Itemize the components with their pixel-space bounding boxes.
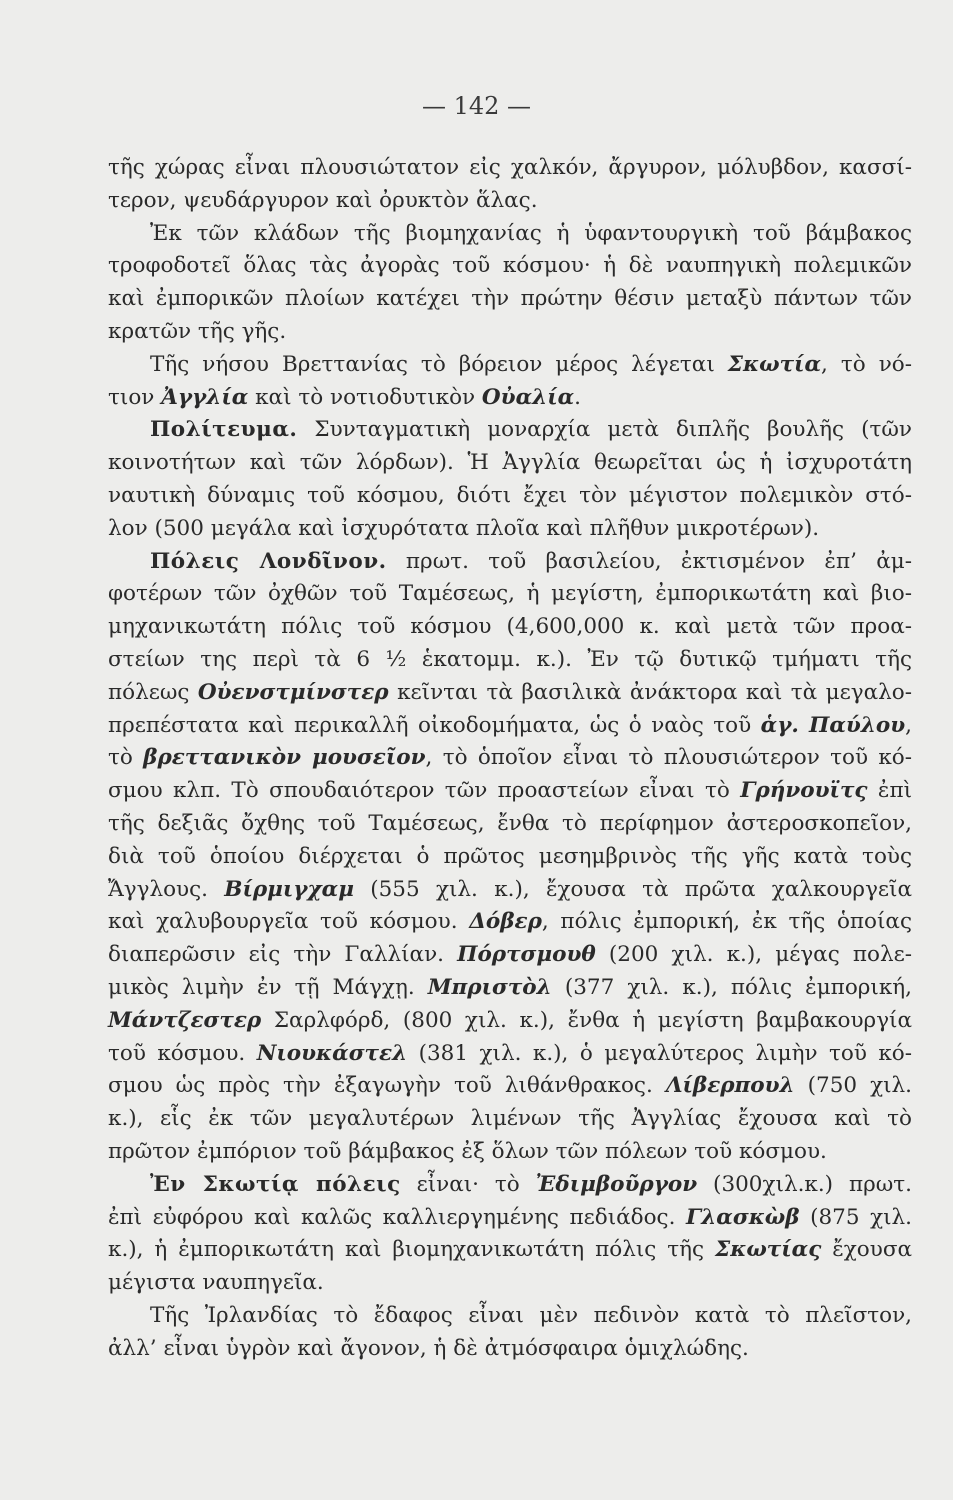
text-line <box>108 1038 912 1071</box>
text-line <box>108 546 912 579</box>
emphasized-text: Πολίτευμα. <box>150 417 298 443</box>
text-run: , πόλις ἐμπορική, ἐκ τῆς ὁποίας <box>541 909 912 935</box>
emphasized-text: Πόρτσμουθ <box>457 942 596 968</box>
text-line <box>108 1202 912 1235</box>
text-run: Ἄγγλους. <box>108 876 225 902</box>
text-run: τὸ <box>108 745 144 771</box>
text-line <box>108 1333 912 1366</box>
text-run: ἀλλ’ εἶναι ὑγρὸν καὶ ἄγονον, ἡ δὲ ἀτμόσφαιρα ὁμιχλώδης. <box>108 1335 749 1361</box>
text-line <box>108 972 912 1005</box>
text-run: τοῦ κόσμου. <box>108 1040 257 1066</box>
text-run: φοτέρων τῶν ὀχθῶν τοῦ Ταμέσεως, ἡ μεγίστη, ἐμπορικωτάτη καὶ βιο- <box>108 581 912 607</box>
text-run: (381 χιλ. κ.), ὁ μεγαλύτερος λιμὴν τοῦ κό- <box>407 1040 912 1066</box>
body-text <box>108 152 912 1365</box>
text-line <box>108 382 912 415</box>
text-run: διὰ τοῦ ὁποίου διέρχεται ὁ πρῶτος μεσημβρινὸς τῆς γῆς κατὰ τοὺς <box>108 843 912 869</box>
text-run: στείων της περὶ τὰ 6 ½ ἑκατομμ. κ.). Ἐν τῷ δυτικῷ τμήματι τῆς <box>108 646 912 672</box>
text-run: κεῖνται τὰ βασιλικὰ ἀνάκτορα καὶ τὰ μεγαλο- <box>388 679 912 705</box>
text-line <box>108 644 912 677</box>
text-run: ἐπὶ <box>867 778 912 804</box>
emphasized-text: Γρήνουϊτς <box>740 778 868 804</box>
text-line <box>108 808 912 841</box>
emphasized-text: Πόλεις Λονδῖνον. <box>150 548 387 574</box>
text-run: Τῆς Ἰρλανδίας τὸ ἔδαφος εἶναι μὲν πεδινὸν κατὰ τὸ πλεῖστον, <box>150 1302 912 1328</box>
text-run: (875 χιλ. <box>799 1204 912 1230</box>
text-line <box>108 152 912 185</box>
text-line <box>108 611 912 644</box>
text-run: Τῆς νήσου Βρεττανίας τὸ βόρειον μέρος λέγεται <box>150 351 728 377</box>
emphasized-text: Σκωτίας <box>715 1237 822 1263</box>
text-run: . <box>574 384 581 410</box>
text-line <box>108 1136 912 1169</box>
text-run: μηχανικωτάτη πόλις τοῦ κόσμου (4,600,000 κ. καὶ μετὰ τῶν προα- <box>108 614 912 640</box>
text-run: (200 χιλ. κ.), μέγας πολε- <box>595 942 912 968</box>
text-line <box>108 578 912 611</box>
text-run: κρατῶν τῆς γῆς. <box>108 318 287 344</box>
text-line <box>108 316 912 349</box>
text-run: σμου ὡς πρὸς τὴν ἐξαγωγὴν τοῦ λιθάνθρακος. <box>108 1073 666 1099</box>
emphasized-text: Σκωτία <box>727 351 821 377</box>
text-line <box>108 1070 912 1103</box>
text-line <box>108 513 912 546</box>
text-run: πρωτ. τοῦ βασιλείου, ἐκτισμένον ἐπ’ ἀμ- <box>386 548 912 574</box>
emphasized-text: Γλασκὼβ <box>685 1204 800 1230</box>
text-line <box>108 939 912 972</box>
text-run: πρῶτον ἐμπόριον τοῦ βάμβακος ἐξ ὅλων τῶν πόλεων τοῦ κόσμου. <box>108 1138 827 1164</box>
emphasized-text: βρεττανικὸν μουσεῖον <box>143 745 426 771</box>
text-run: καὶ χαλυβουργεῖα τοῦ κόσμου. <box>108 909 470 935</box>
text-line <box>108 841 912 874</box>
text-run: τῆς δεξιᾶς ὄχθης τοῦ Ταμέσεως, ἔνθα τὸ περίφημον ἀστεροσκοπεῖον, <box>108 810 912 836</box>
emphasized-text: Δόβερ <box>469 909 542 935</box>
text-line <box>108 677 912 710</box>
text-line <box>108 1005 912 1038</box>
text-run: (750 χιλ. <box>794 1073 912 1099</box>
text-run: καὶ ἐμπορικῶν πλοίων κατέχει τὴν πρώτην θέσιν μεταξὺ πάντων τῶν <box>108 286 912 312</box>
text-run: (377 χιλ. κ.), πόλις ἐμπορική, <box>551 974 912 1000</box>
text-run: , τὸ νό- <box>820 351 912 377</box>
text-line <box>108 480 912 513</box>
emphasized-text: Ἐν Σκωτίᾳ πόλεις <box>150 1171 401 1197</box>
text-run: Ἐκ τῶν κλάδων τῆς βιομηχανίας ἡ ὑφαντουργικὴ τοῦ βάμβακος <box>150 220 912 246</box>
text-run: τερον, ψευδάργυρον καὶ ὀρυκτὸν ἅλας. <box>108 187 538 213</box>
text-run: (555 χιλ. κ.), ἔχουσα τὰ πρῶτα χαλκουργεῖα <box>353 876 912 902</box>
emphasized-text: Οὐαλία <box>481 384 575 410</box>
text-run: κ.), ἡ ἐμπορικωτάτη καὶ βιομηχανικωτάτη πόλις τῆς <box>108 1237 715 1263</box>
text-run: (300χιλ.κ.) πρωτ. <box>697 1171 912 1197</box>
emphasized-text: Λίβερπουλ <box>665 1073 795 1099</box>
text-line <box>108 185 912 218</box>
text-run: κ.), εἷς ἐκ τῶν μεγαλυτέρων λιμένων τῆς Ἀγγλίας ἔχουσα καὶ τὸ <box>108 1106 912 1132</box>
text-line <box>108 218 912 251</box>
text-run: Συνταγματικὴ μοναρχία μετὰ διπλῆς βουλῆς (τῶν <box>297 417 912 443</box>
text-run: τροφοδοτεῖ ὅλας τὰς ἀγορὰς τοῦ κόσμου· ἡ δὲ ναυπηγικὴ πολεμικῶν <box>108 253 912 279</box>
text-line <box>108 283 912 316</box>
text-run: μικὸς λιμὴν ἐν τῇ Μάγχῃ. <box>108 974 428 1000</box>
text-line <box>108 874 912 907</box>
text-run: ναυτικὴ δύναμις τοῦ κόσμου, διότι ἔχει τὸν μέγιστον πολεμικὸν στό- <box>108 482 912 508</box>
text-line <box>108 1300 912 1333</box>
text-line <box>108 775 912 808</box>
text-line <box>108 1169 912 1202</box>
text-run: πόλεως <box>108 679 198 705</box>
emphasized-text: Μπριστὸλ <box>427 974 552 1000</box>
text-line <box>108 742 912 775</box>
text-run: λον (500 μεγάλα καὶ ἰσχυρότατα πλοῖα καὶ πλῆθυν μικροτέρων). <box>108 515 820 541</box>
emphasized-text: Μάντζεστερ <box>108 1007 262 1033</box>
text-line <box>108 1234 912 1267</box>
text-run: καὶ τὸ νοτιοδυτικὸν <box>248 384 482 410</box>
text-run: μέγιστα ναυπηγεῖα. <box>108 1270 324 1296</box>
text-run: , <box>905 712 912 738</box>
text-run: ἔχουσα <box>821 1237 913 1263</box>
text-run: εἶναι· τὸ <box>400 1171 536 1197</box>
text-run: πρεπέστατα καὶ περικαλλῆ οἰκοδομήματα, ὡς ὁ ναὸς τοῦ <box>108 712 761 738</box>
text-line <box>108 414 912 447</box>
text-run: τιον <box>108 384 162 410</box>
emphasized-text: ἁγ. Παύλου <box>760 712 906 738</box>
emphasized-text: Νιουκάστελ <box>256 1040 408 1066</box>
text-line <box>108 447 912 480</box>
emphasized-text: Βίρμιγχαμ <box>224 876 354 902</box>
text-line <box>108 1267 912 1300</box>
text-run: ἐπὶ εὐφόρου καὶ καλῶς καλλιεργημένης πεδιάδος. <box>108 1204 686 1230</box>
text-line <box>108 250 912 283</box>
text-run: Σαρλφόρδ, (800 χιλ. κ.), ἔνθα ἡ μεγίστη βαμβακουργία <box>261 1007 912 1033</box>
text-run: τῆς χώρας εἶναι πλουσιώτατον εἰς χαλκόν, ἄργυρον, μόλυβδον, κασσί- <box>108 155 912 180</box>
text-line <box>108 1103 912 1136</box>
page-number: — 142 — <box>421 92 532 120</box>
text-line <box>108 349 912 382</box>
text-run: διαπερῶσιν εἰς τὴν Γαλλίαν. <box>108 942 458 968</box>
emphasized-text: Ἐδιμβοῦργον <box>535 1171 698 1197</box>
text-run: , τὸ ὁποῖον εἶναι τὸ πλουσιώτερον τοῦ κό- <box>425 745 912 771</box>
text-line <box>108 710 912 743</box>
text-line <box>108 906 912 939</box>
text-run: σμου κλπ. Τὸ σπουδαιότερον τῶν προαστείων εἶναι τὸ <box>108 778 741 804</box>
text-run: κοινοτήτων καὶ τῶν λόρδων). Ἡ Ἀγγλία θεωρεῖται ὡς ἡ ἰσχυροτάτη <box>108 450 912 476</box>
emphasized-text: Ἀγγλία <box>161 384 249 410</box>
emphasized-text: Οὐενστμίνστερ <box>197 679 389 705</box>
